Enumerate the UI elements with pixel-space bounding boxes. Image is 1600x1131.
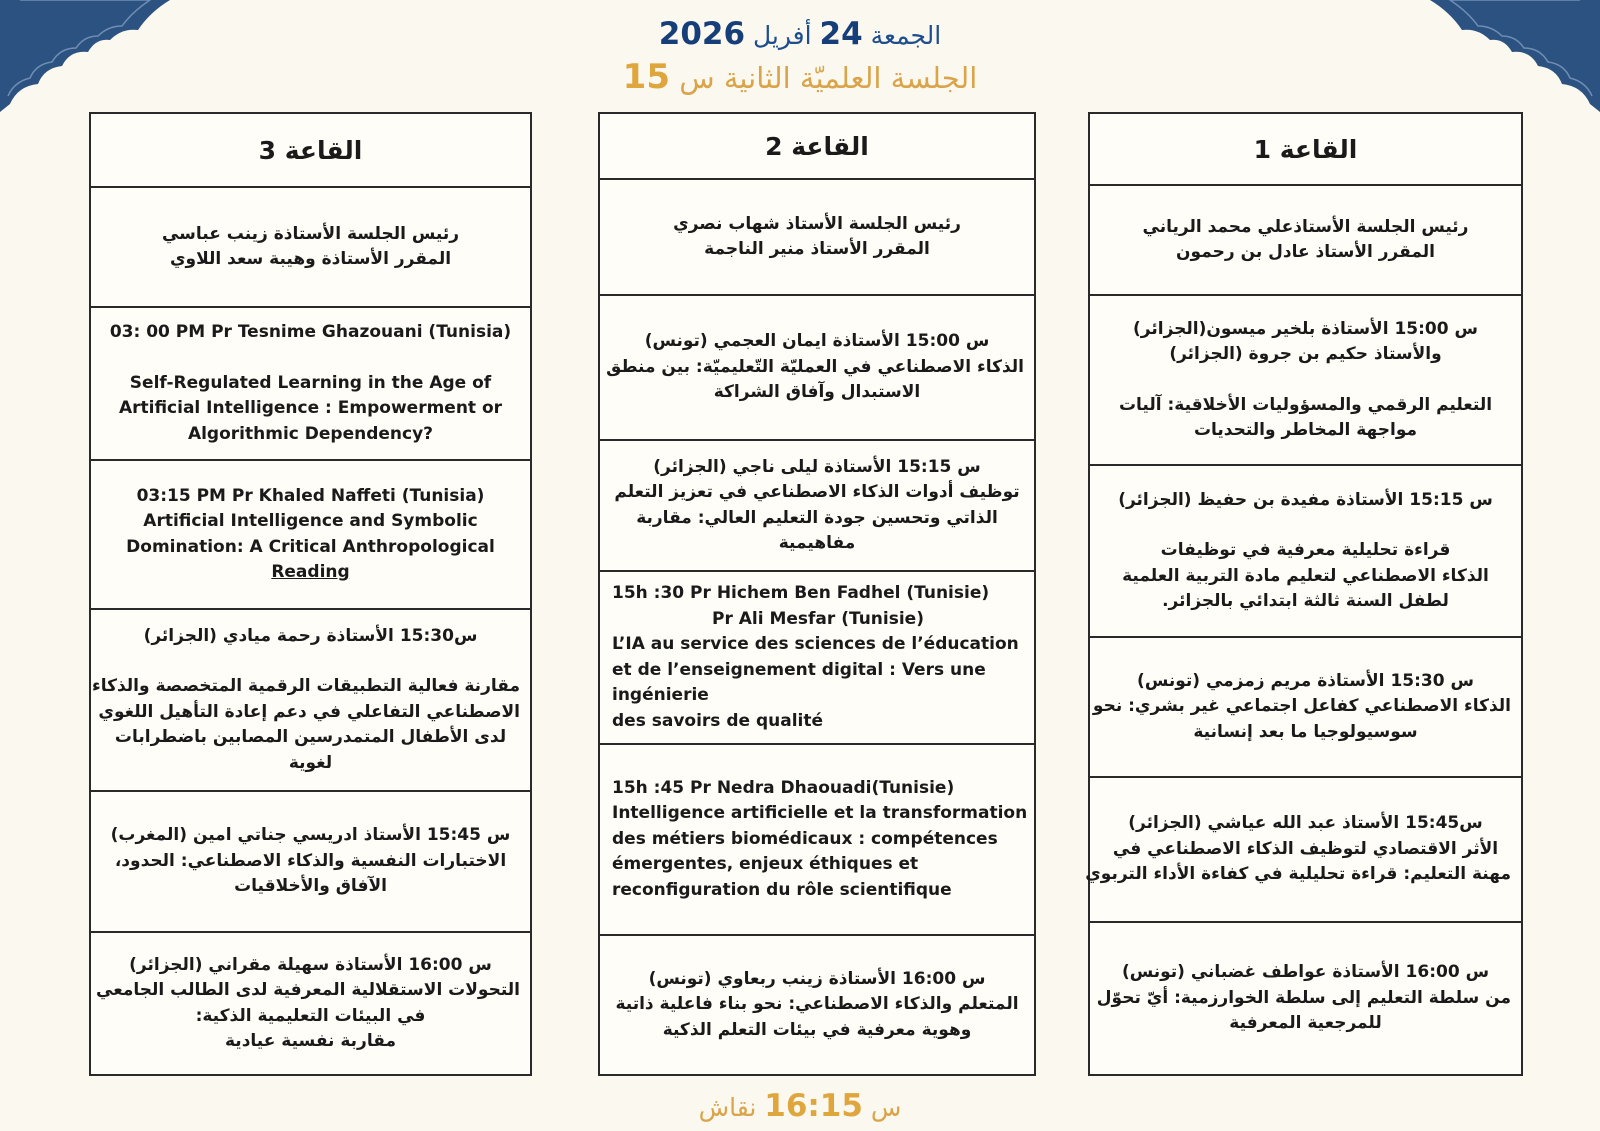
talk-title: الذاتي وتحسين جودة التعليم العالي: مقاربة	[636, 507, 998, 528]
month-name: أفريل	[752, 21, 812, 50]
talk-speaker: س 15:00 الأستاذة ايمان العجمي (تونس)	[644, 331, 990, 352]
hall-1-talk-5	[1090, 923, 1521, 1074]
talk-title: L’IA au service des sciences de l’éducation	[612, 634, 1019, 654]
talk-title: المتعلم والذكاء الاصطناعي: نحو بناء فاعلية ذاتية	[615, 994, 1019, 1015]
talk-title: مواجهة المخاطر والتحديات	[1193, 420, 1418, 440]
talk-title: Artificial Intelligence : Empowerment or	[118, 398, 503, 418]
talk-title: الذكاء الاصطناعي في العمليّة التّعليميّة: بين منطق	[606, 356, 1024, 377]
talk-title: des métiers biomédicaux : compétences	[612, 828, 998, 849]
talk-title: reconfiguration du rôle scientifique	[612, 879, 952, 900]
talk-title: Intelligence artificielle et la transformation	[612, 803, 1028, 824]
talk-speaker: س15:45 الأستاذ عبد الله عياشي (الجزائر)	[1128, 813, 1483, 834]
talk-speaker: 03: 00 PM Pr Tesnime Ghazouani (Tunisia)	[109, 322, 512, 342]
talk-title: لطفل السنة ثالثة ابتدائي بالجزائر.	[1162, 591, 1449, 611]
talk-speaker: س 15:15 الأستاذة ليلى ناجي (الجزائر)	[653, 456, 981, 477]
hall-1-talk-3	[1090, 638, 1521, 778]
hall-2-talk-1	[600, 296, 1034, 441]
talk-title: وهوية معرفية في بيئات التعلم الذكية	[662, 1019, 972, 1040]
session-title	[0, 56, 1600, 99]
hall-1-talk-2	[1090, 466, 1521, 638]
talk-title: مهنة التعليم: قراءة تحليلية في كفاءة الأداء التربوي	[1085, 864, 1511, 885]
talk-title: Reading	[271, 562, 350, 582]
talk-speaker: س 15:30 الأستاذة مريم زمزمي (تونس)	[1137, 670, 1474, 691]
talk-title: Algorithmic Dependency?	[187, 423, 434, 444]
day-name: الجمعة	[870, 21, 942, 50]
footer-time: 16:15	[764, 1088, 863, 1124]
discussion-footer	[0, 1088, 1600, 1126]
hall-1-chairs	[1090, 186, 1521, 296]
talk-title: لغوية	[288, 752, 333, 773]
talk-title: قراءة تحليلية معرفية في توظيفات	[1160, 540, 1451, 560]
talk-speaker: س 16:00 الأستاذة زينب ربعاوي (تونس)	[648, 968, 986, 989]
hall-2-talk-5	[600, 936, 1034, 1074]
session-hour-prefix: س	[679, 61, 715, 95]
talk-title: الآفاق والأخلاقيات	[234, 876, 387, 897]
talk-title: Self-Regulated Learning in the Age of	[129, 372, 492, 393]
talk-speaker: س 15:45 الأستاذ ادريسي جناتي امين (المغرب)	[110, 825, 511, 846]
hall-3-talk-3	[91, 610, 530, 792]
talk-title: مقارنة فعالية التطبيقات الرقمية المتخصصة والذكاء	[92, 676, 520, 697]
talk-title: et de l’enseignement digital : Vers une	[612, 659, 986, 680]
talk-title: des savoirs de qualité	[612, 710, 824, 731]
year: 2026	[658, 16, 746, 52]
talk-speaker: 15h :45 Pr Nedra Dhaouadi(Tunisie)	[612, 777, 955, 798]
talk-title: ingénierie	[612, 685, 709, 705]
footer-label: نقاش	[698, 1093, 757, 1122]
talk-title: توظيف أدوات الذكاء الاصطناعي في تعزيز التعلم	[614, 482, 1020, 502]
hall-2-title: القاعة 2	[600, 114, 1034, 180]
talk-speaker: س15:30 الأستاذة رحمة ميادي (الجزائر)	[143, 625, 478, 646]
hall-3-column	[89, 112, 532, 1076]
talk-title: Domination: A Critical Anthropological	[126, 536, 495, 557]
hall-1-talk-4	[1085, 778, 1521, 923]
talk-title: الاختبارات النفسية والذكاء الاصطناعي: الحدود،	[114, 850, 507, 871]
day-number: 24	[819, 16, 863, 52]
talk-title: من سلطة التعليم إلى سلطة الخوارزمية: أيّ تحوّل	[1096, 987, 1511, 1008]
hall-3-talk-1	[91, 308, 530, 461]
talk-title: الاصطناعي التفاعلي في دعم إعادة التأهيل اللغوي	[98, 701, 520, 722]
talk-title: في البيئات التعليمية الذكية:	[195, 1005, 426, 1026]
session-chair: رئيس الجلسة الأستاذعلي محمد الرياني	[1142, 216, 1469, 237]
session-rapporteur: المقرر الأستاذ منير الناجمة	[704, 239, 930, 259]
hall-1-talk-1	[1090, 296, 1521, 466]
talk-title: الذكاء الاصطناعي كفاعل اجتماعي غير بشري: نحو	[1092, 696, 1511, 717]
session-hour: 15	[622, 57, 670, 97]
talk-title: سوسيولوجيا ما بعد إنسانية	[1193, 721, 1418, 742]
talk-speaker: س 15:15 الأستاذة مفيدة بن حفيظ (الجزائر)	[1118, 489, 1493, 510]
hall-1-title: القاعة 1	[1090, 114, 1521, 186]
hall-1-column	[1085, 112, 1523, 1076]
talk-title: émergentes, enjeux éthiques et	[612, 854, 919, 875]
session-rapporteur: المقرر الأستاذ عادل بن رحمون	[1176, 242, 1435, 262]
event-date	[0, 14, 1600, 56]
hall-2-chairs	[600, 180, 1034, 296]
talk-title: لدى الأطفال المتمدرسين المصابين باضطرابات	[114, 727, 507, 748]
session-chair: رئيس الجلسة الأستاذ شهاب نصري	[673, 213, 961, 234]
page-header	[0, 14, 1600, 99]
talk-title: مفاهيمية	[778, 533, 856, 553]
session-rapporteur: المقرر الأستاذة وهيبة سعد اللاوي	[169, 249, 452, 269]
hall-3-title: القاعة 3	[91, 114, 530, 188]
talk-title: الذكاء الاصطناعي لتعليم مادة التربية العلمية	[1122, 565, 1489, 586]
talk-speaker: س 16:00 الأستاذة سهيلة مقراني (الجزائر)	[129, 954, 492, 975]
hall-3-talk-4	[91, 792, 530, 933]
talk-title: للمرجعية المعرفية	[1229, 1013, 1382, 1034]
hall-3-talk-2	[91, 461, 530, 610]
talk-speaker: 03:15 PM Pr Khaled Naffeti (Tunisia)	[136, 485, 485, 506]
talk-title: الأثر الاقتصادي لتوظيف الذكاء الاصطناعي في	[1112, 838, 1499, 859]
hall-2-column	[598, 112, 1036, 1076]
talk-speaker: س 15:00 الأستاذة بلخير ميسون(الجزائر)	[1133, 318, 1478, 339]
session-chair: رئيس الجلسة الأستاذة زينب عباسي	[161, 223, 460, 244]
footer-hour-prefix: س	[870, 1093, 902, 1122]
hall-2-talk-3	[600, 572, 1034, 745]
hall-3-chairs	[91, 188, 530, 308]
talk-speaker: 15h :30 Pr Hichem Ben Fadhel (Tunisie)	[612, 583, 990, 603]
talk-title: التحولات الاستقلالية المعرفية لدى الطالب الجامعي	[96, 980, 520, 1000]
talk-title: مقاربة نفسية عيادية	[225, 1031, 396, 1051]
session-name: الجلسة العلميّة الثانية	[723, 61, 978, 95]
hall-2-talk-4	[600, 745, 1034, 936]
talk-title: Artificial Intelligence and Symbolic	[143, 511, 478, 531]
talk-speaker: والأستاذ حكيم بن جروة (الجزائر)	[1169, 344, 1442, 364]
talk-title: التعليم الرقمي والمسؤوليات الأخلاقية: آليات	[1118, 394, 1493, 415]
talk-speaker: Pr Ali Mesfar (Tunisie)	[711, 608, 924, 629]
hall-2-talk-2	[600, 441, 1034, 572]
talk-title: الاستبدال وآفاق الشراكة	[713, 382, 921, 403]
talk-speaker: س 16:00 الأستاذة عواطف غضباني (تونس)	[1121, 962, 1490, 983]
hall-3-talk-5	[91, 933, 530, 1074]
